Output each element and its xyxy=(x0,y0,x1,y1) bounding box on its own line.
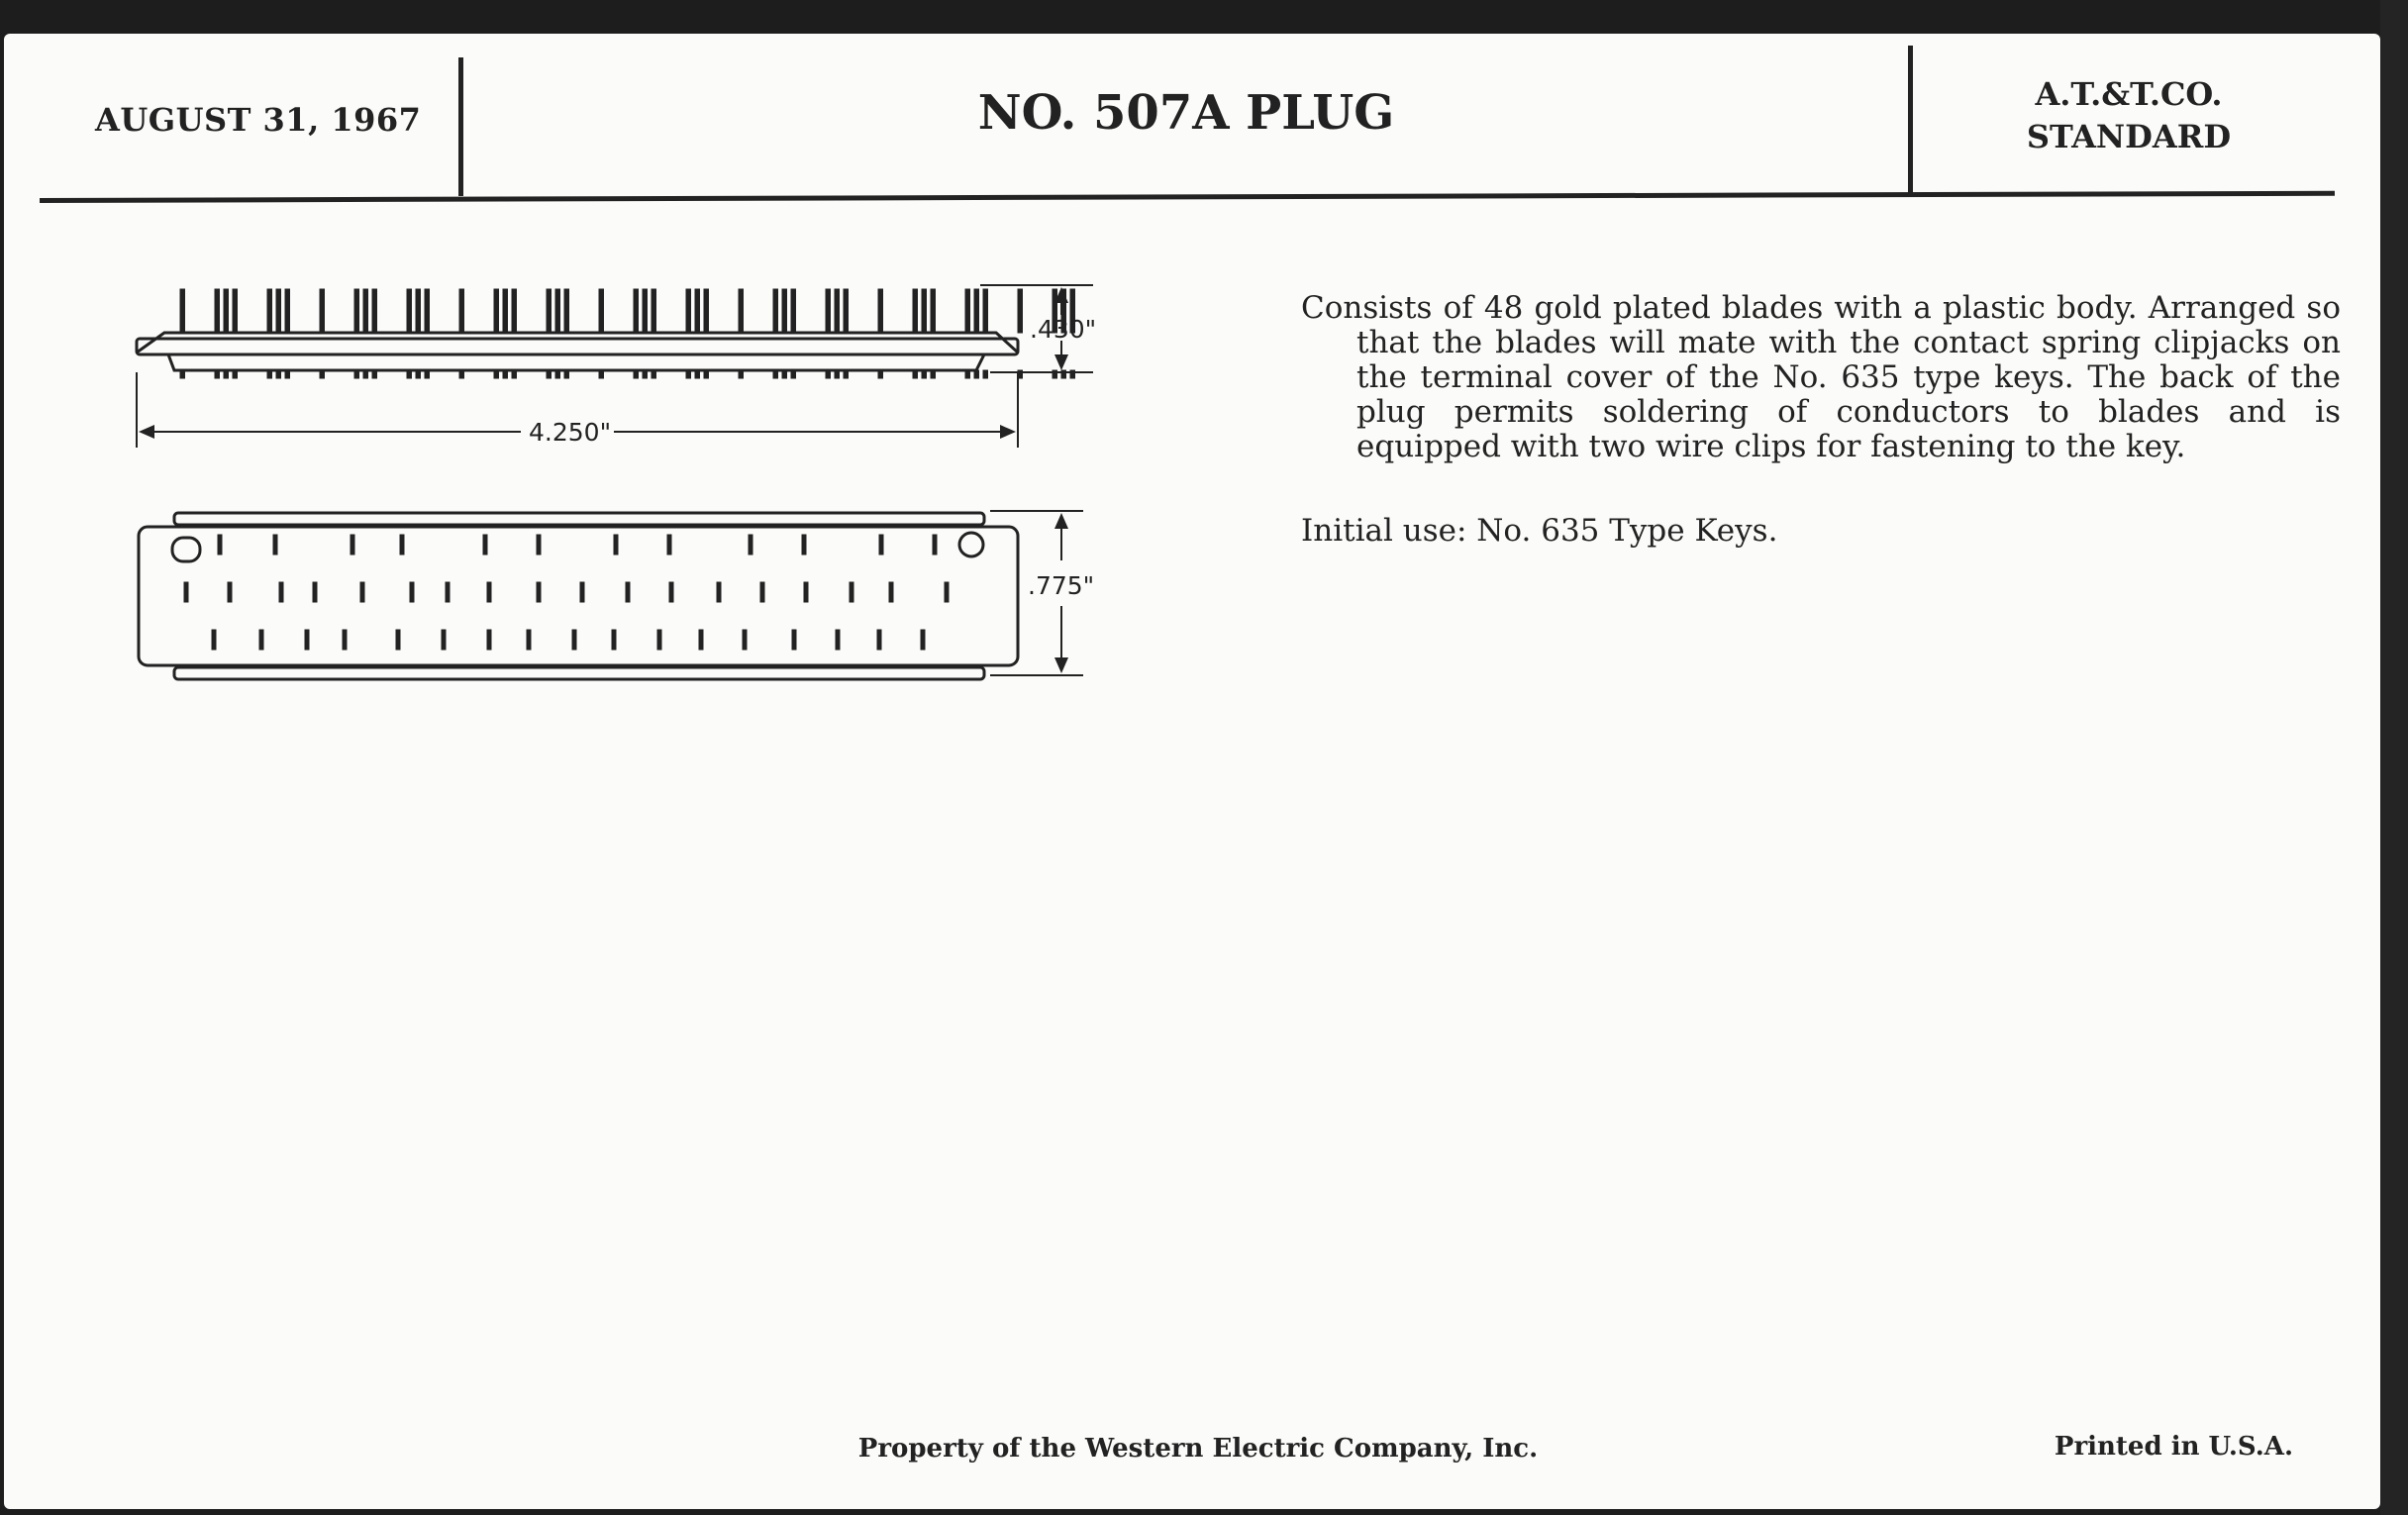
contact-slot xyxy=(699,630,703,650)
contact-slot xyxy=(921,630,925,650)
blade-tail xyxy=(634,370,639,378)
standard-line-1: A.T.&T.CO. xyxy=(2035,75,2223,113)
contact-slot xyxy=(626,582,630,602)
contact-slot xyxy=(313,582,317,602)
blade xyxy=(878,289,883,333)
mounting-slot xyxy=(172,538,200,561)
page-title: NO. 507A PLUG xyxy=(977,85,1395,141)
contact-slot xyxy=(343,630,347,650)
contact-slot xyxy=(279,582,283,602)
blade xyxy=(363,289,368,333)
footer-printed: Printed in U.S.A. xyxy=(2054,1432,2293,1462)
contact-slot xyxy=(305,630,309,650)
blade xyxy=(974,289,979,333)
blade xyxy=(180,289,185,333)
blade xyxy=(459,289,464,333)
contact-slot xyxy=(889,582,893,602)
arrow-down-icon xyxy=(1054,657,1068,673)
blade-tail xyxy=(372,370,377,378)
blade xyxy=(494,289,499,333)
plug-body-bottom xyxy=(168,354,984,370)
blade-row-top xyxy=(180,289,1075,333)
blade-tail xyxy=(320,370,325,378)
blade xyxy=(695,289,700,333)
blade-tail xyxy=(180,370,185,378)
blade-tail xyxy=(782,370,787,378)
contact-slot xyxy=(667,535,671,555)
blade xyxy=(425,289,430,333)
contact-slot xyxy=(760,582,764,602)
contact-slot xyxy=(804,582,808,602)
contact-slot xyxy=(446,582,450,602)
blade xyxy=(233,289,238,333)
blade-tail xyxy=(643,370,648,378)
blade-tail xyxy=(913,370,918,378)
blade-tail xyxy=(267,370,272,378)
blade xyxy=(320,289,325,333)
contact-slot xyxy=(850,582,853,602)
contact-slot xyxy=(802,535,806,555)
blade-tail xyxy=(233,370,238,378)
blade xyxy=(634,289,639,333)
blade xyxy=(931,289,936,333)
blade-tail xyxy=(983,370,988,378)
blade-tail xyxy=(686,370,691,378)
contact-slot xyxy=(580,582,584,602)
blade xyxy=(407,289,412,333)
blade xyxy=(826,289,831,333)
dim-length-label: 4.250" xyxy=(529,418,612,447)
blade-tail xyxy=(547,370,552,378)
contact-slot xyxy=(743,630,747,650)
plug-side-view xyxy=(137,285,1093,448)
blade xyxy=(965,289,970,333)
contact-slot xyxy=(945,582,949,602)
contact-slot xyxy=(442,630,446,650)
blade-tail xyxy=(354,370,359,378)
blade-tail xyxy=(494,370,499,378)
blade-tail xyxy=(503,370,508,378)
contact-slot xyxy=(273,535,277,555)
plug-rail-top xyxy=(174,513,984,525)
blade xyxy=(512,289,517,333)
blade xyxy=(844,289,849,333)
contact-slot xyxy=(669,582,673,602)
blade-tail xyxy=(512,370,517,378)
blade-tail xyxy=(652,370,656,378)
contact-slot xyxy=(877,630,881,650)
contact-slot xyxy=(537,582,541,602)
contact-slot xyxy=(836,630,840,650)
blade xyxy=(739,289,744,333)
contact-slot xyxy=(483,535,487,555)
blade xyxy=(354,289,359,333)
contact-slot xyxy=(879,535,883,555)
blade-tail xyxy=(922,370,927,378)
blade-tail xyxy=(791,370,796,378)
blade xyxy=(599,289,604,333)
dim-width-label: .775" xyxy=(1028,571,1095,600)
blade-tail xyxy=(407,370,412,378)
contact-slot xyxy=(717,582,721,602)
blade-tail xyxy=(931,370,936,378)
blade-tail xyxy=(695,370,700,378)
plug-flange xyxy=(137,339,1018,354)
contact-slot xyxy=(527,630,531,650)
contact-slot xyxy=(537,535,541,555)
blade-tail xyxy=(965,370,970,378)
blade-tail xyxy=(425,370,430,378)
contact-slot xyxy=(360,582,364,602)
blade-tail xyxy=(974,370,979,378)
blade xyxy=(215,289,220,333)
blade xyxy=(285,289,290,333)
dim-height-label: .430" xyxy=(1030,315,1097,344)
contact-slot xyxy=(228,582,232,602)
blade xyxy=(913,289,918,333)
arrow-left-icon xyxy=(139,425,154,439)
contact-slot xyxy=(614,535,618,555)
blade-tail xyxy=(363,370,368,378)
blade-tail xyxy=(878,370,883,378)
blade-tail xyxy=(416,370,421,378)
blade xyxy=(547,289,552,333)
blade xyxy=(372,289,377,333)
blade xyxy=(555,289,560,333)
blade xyxy=(782,289,787,333)
blade xyxy=(267,289,272,333)
blade-tail xyxy=(704,370,709,378)
issue-date: AUGUST 31, 1967 xyxy=(95,101,422,139)
blade-tail xyxy=(224,370,229,378)
blade-tail xyxy=(739,370,744,378)
blade-tail xyxy=(826,370,831,378)
contact-slot xyxy=(487,582,491,602)
blade xyxy=(1018,289,1023,333)
blade xyxy=(652,289,656,333)
contact-slot xyxy=(351,535,354,555)
plug-rail-bottom xyxy=(174,667,984,679)
contact-slot xyxy=(400,535,404,555)
blade-tail xyxy=(555,370,560,378)
contact-slot xyxy=(749,535,752,555)
contact-slot xyxy=(218,535,222,555)
standard-line-2: STANDARD xyxy=(2026,118,2232,155)
blade-tail xyxy=(215,370,220,378)
blade-tail xyxy=(276,370,281,378)
blade-tail xyxy=(564,370,569,378)
contact-slot xyxy=(933,535,937,555)
blade xyxy=(503,289,508,333)
contact-slot xyxy=(487,630,491,650)
blade-tail xyxy=(844,370,849,378)
plug-face xyxy=(139,527,1018,665)
blade xyxy=(643,289,648,333)
contact-slot xyxy=(792,630,796,650)
plug-body-top xyxy=(137,333,1018,353)
contact-slot xyxy=(612,630,616,650)
blade xyxy=(564,289,569,333)
description-text: Consists of 48 gold plated blades with a plastic body. Arranged so that the blades will mate with the contact spring clipjacks on the terminal cover of the No. 635 type keys. The back of the plug permits soldering of conductors to blades and is equipped with two wire clips for fastening to the key. xyxy=(1301,290,2341,464)
arrow-right-icon xyxy=(1000,425,1016,439)
blade xyxy=(835,289,840,333)
plug-top-view xyxy=(139,511,1083,679)
blade-tail xyxy=(285,370,290,378)
blade-tail xyxy=(599,370,604,378)
arrow-up-icon xyxy=(1054,513,1068,529)
blade xyxy=(276,289,281,333)
contact-slots xyxy=(184,535,949,650)
blade xyxy=(224,289,229,333)
contact-slot xyxy=(410,582,414,602)
contact-slot xyxy=(184,582,188,602)
contact-slot xyxy=(572,630,576,650)
footer-property: Property of the Western Electric Company, Inc. xyxy=(857,1434,1539,1464)
blade xyxy=(416,289,421,333)
blade xyxy=(704,289,709,333)
mounting-hole xyxy=(959,533,983,556)
blade-tail xyxy=(835,370,840,378)
blade-tail xyxy=(773,370,778,378)
contact-slot xyxy=(396,630,400,650)
blade xyxy=(791,289,796,333)
contact-slot xyxy=(212,630,216,650)
contact-slot xyxy=(259,630,263,650)
blade-tail xyxy=(459,370,464,378)
arrow-down-icon xyxy=(1054,354,1068,370)
blade xyxy=(686,289,691,333)
initial-use-text: Initial use: No. 635 Type Keys. xyxy=(1301,513,1778,549)
blade xyxy=(983,289,988,333)
contact-slot xyxy=(657,630,661,650)
blade xyxy=(922,289,927,333)
blade xyxy=(773,289,778,333)
